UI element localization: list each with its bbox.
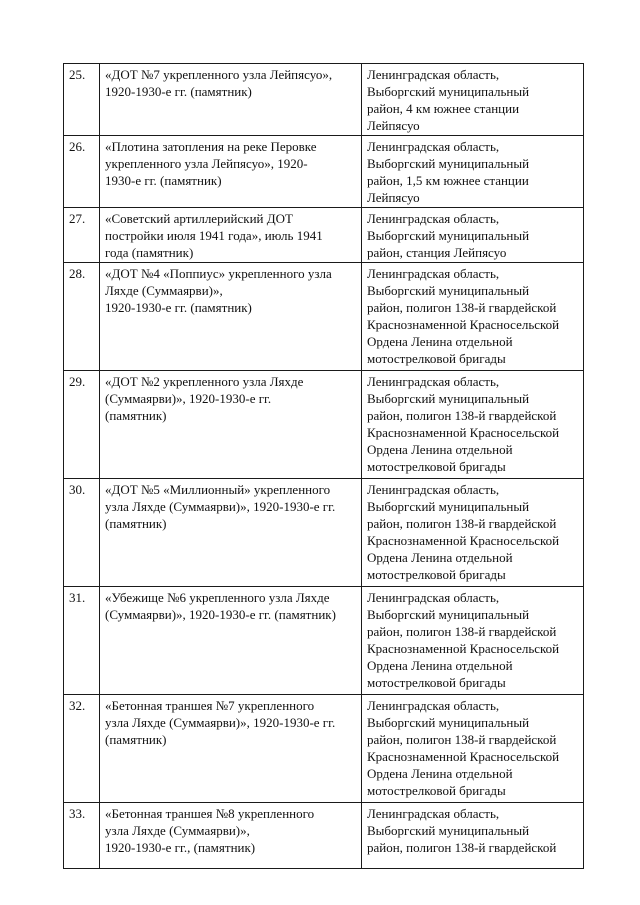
- object-name: «ДОТ №2 укрепленного узла Ляхде (Суммаярви)», 1920-1930-е гг. (памятник): [100, 371, 362, 479]
- table-row: [64, 208, 584, 263]
- row-number: 26.: [64, 136, 100, 208]
- object-name: «Бетонная траншея №8 укрепленного узла Ляхде (Суммаярви)», 1920-1930-е гг., (памятник): [100, 803, 362, 869]
- row-number: 25.: [64, 64, 100, 136]
- object-name: «Бетонная траншея №7 укрепленного узла Ляхде (Суммаярви)», 1920-1930-е гг. (памятник): [100, 695, 362, 803]
- row-number: 29.: [64, 371, 100, 479]
- row-number: 27.: [64, 208, 100, 263]
- table-row: [64, 263, 584, 371]
- row-number: 33.: [64, 803, 100, 869]
- object-location: Ленинградская область, Выборгский муниципальный район, полигон 138-й гвардейской: [362, 803, 584, 869]
- row-number: 32.: [64, 695, 100, 803]
- table-row: [64, 587, 584, 695]
- table-row: [64, 695, 584, 803]
- monuments-table: [63, 63, 584, 869]
- object-name: «Советский артиллерийский ДОТ постройки июля 1941 года», июль 1941 года (памятник): [100, 208, 362, 263]
- row-number: 28.: [64, 263, 100, 371]
- object-location: Ленинградская область, Выборгский муниципальный район, полигон 138-й гвардейской Краснознаменной Красносельской Ордена Ленина отдельной мотострелковой бригады: [362, 479, 584, 587]
- object-location: Ленинградская область, Выборгский муниципальный район, полигон 138-й гвардейской Краснознаменной Красносельской Ордена Ленина отдельной мотострелковой бригады: [362, 371, 584, 479]
- table-row: [64, 803, 584, 869]
- table-row: [64, 136, 584, 208]
- table-row: [64, 371, 584, 479]
- object-name: «Убежище №6 укрепленного узла Ляхде (Суммаярви)», 1920-1930-е гг. (памятник): [100, 587, 362, 695]
- object-location: Ленинградская область, Выборгский муниципальный район, полигон 138-й гвардейской Краснознаменной Красносельской Ордена Ленина отдельной мотострелковой бригады: [362, 587, 584, 695]
- object-name: «Плотина затопления на реке Перовке укрепленного узла Лейпясуо», 1920- 1930-е гг. (памятник): [100, 136, 362, 208]
- object-name: «ДОТ №4 «Поппиус» укрепленного узла Ляхде (Суммаярви)», 1920-1930-е гг. (памятник): [100, 263, 362, 371]
- row-number: 31.: [64, 587, 100, 695]
- object-location: Ленинградская область, Выборгский муниципальный район, полигон 138-й гвардейской Краснознаменной Красносельской Ордена Ленина отдельной мотострелковой бригады: [362, 695, 584, 803]
- object-location: Ленинградская область, Выборгский муниципальный район, 4 км южнее станции Лейпясуо: [362, 64, 584, 136]
- object-location: Ленинградская область, Выборгский муниципальный район, станция Лейпясуо: [362, 208, 584, 263]
- object-location: Ленинградская область, Выборгский муниципальный район, полигон 138-й гвардейской Краснознаменной Красносельской Ордена Ленина отдельной мотострелковой бригады: [362, 263, 584, 371]
- object-name: «ДОТ №5 «Миллионный» укрепленного узла Ляхде (Суммаярви)», 1920-1930-е гг. (памятник): [100, 479, 362, 587]
- object-name: «ДОТ №7 укрепленного узла Лейпясуо», 1920-1930-е гг. (памятник): [100, 64, 362, 136]
- table-row: [64, 479, 584, 587]
- table-row: [64, 64, 584, 136]
- object-location: Ленинградская область, Выборгский муниципальный район, 1,5 км южнее станции Лейпясуо: [362, 136, 584, 208]
- row-number: 30.: [64, 479, 100, 587]
